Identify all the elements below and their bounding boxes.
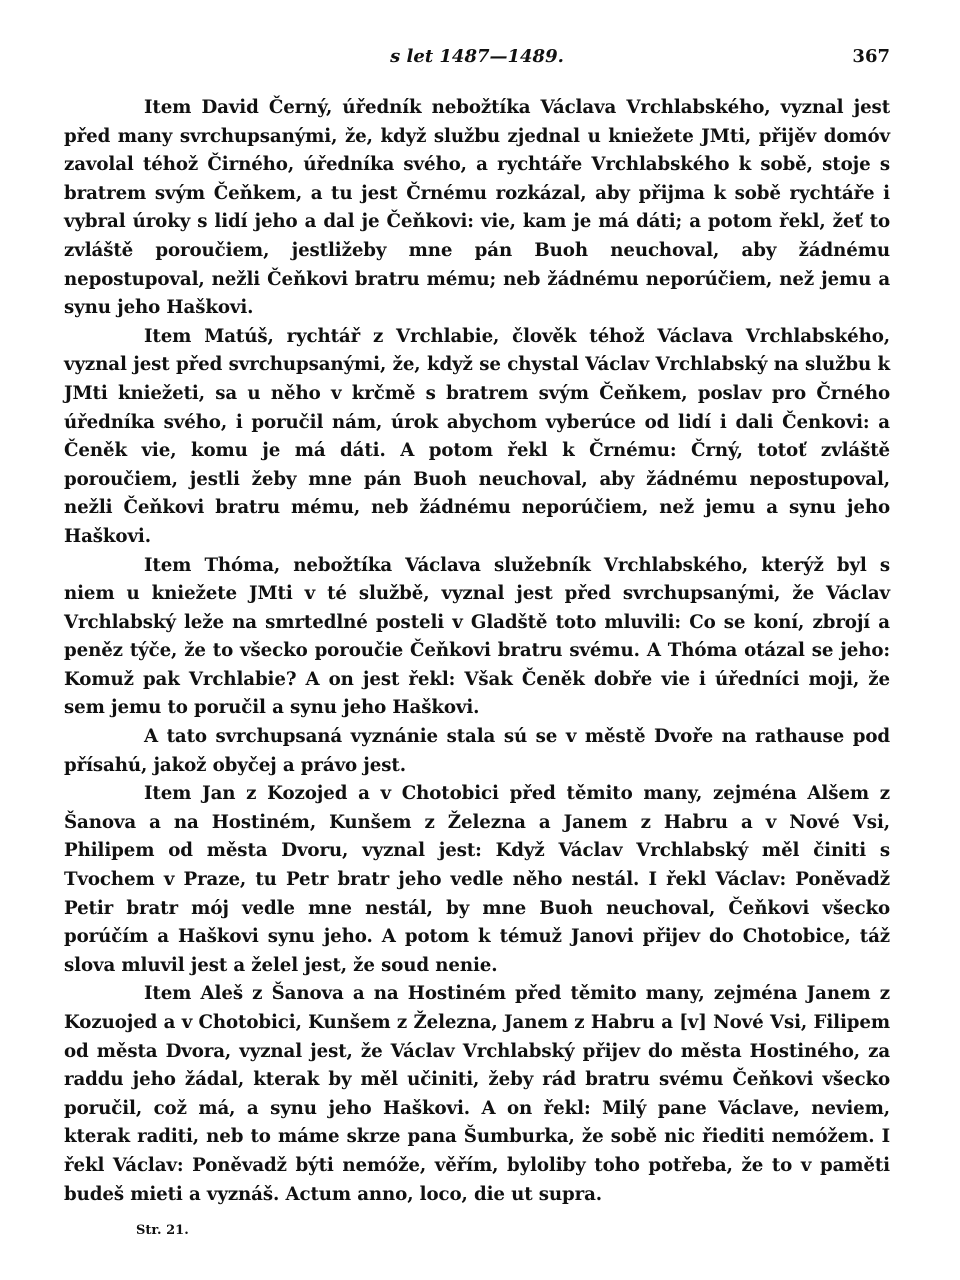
paragraph-thoma: Item Thóma, nebožtíka Václava služebník Vrchlabského, kterýž byl s niem u kniežete JMti v té službě, vyznal jest před svrchupsanými, že Václav Vrchlabský leže na smrtedlné posteli v Gladště toto mluvili: Co se koní, zbrojí a peněz týče, že to všecko poroučie Čeňkovi bratru svému. A Thóma otázal se jeho: Komuž pak Vrchlabie? A on jest řekl: Však Čeněk dobře vie i úředníci moji, že sem jemu to poručil a synu jeho Haškovi. xyxy=(64,554,890,719)
page-number: 367 xyxy=(852,46,890,67)
paragraph-david-cerny: Item David Černý, úředník nebožtíka Václava Vrchlabského, vyznal jest před many svrchupsanými, že, když službu zjednal u kniežete JMti, přijěv domóv zavolal téhož Čirného, úředníka svého, a rychtáře Vrchlabského k sobě, stoje s bratrem svým Čeňkem, a tu jest Črnému rozkázal, aby přijma k sobě rychtáře i vybral úroky s lidí jeho a dal je Čeňkovi: vie, kam je má dáti; a potom řekl, žeť to zvláště poroučiem, jestližeby mne pán Buoh neuchoval, aby žádnému nepostupoval, nežli Čeňkovi bratru mému; neb žádnému neporúčiem, než jemu a synu jeho Haškovi. xyxy=(64,97,890,319)
footnote: Str. 21. xyxy=(136,1223,189,1239)
paragraph-jan-z-kozojed: Item Jan z Kozojed a v Chotobici před těmito many, zejména Alšem z Šanova a na Hostiném, Kunšem z Železna a Janem z Habru a v Nové Vsi, Philipem od města Dvoru, vyznal jest: Když Václav Vrchlabský měl činiti s Tvochem v Praze, tu Petr bratr jeho vedle něho nestál. I řekl Václav: Poněvadž Petir bratr mój vedle mne nestál, by mne Buoh neuchoval, Čeňkovi všecko porúčím a Haškovi synu jeho. A potom k témuž Janovi přijev do Chotobice, táž slova mluvil jest a želel jest, že soud nenie. xyxy=(64,783,890,976)
running-title: s let 1487—1489. xyxy=(390,46,564,67)
paragraph-vyznani: A tato svrchupsaná vyznánie stala sú se v městě Dvoře na rathause pod přísahú, jakož obyčej a právo jest. xyxy=(64,726,890,776)
body-text xyxy=(64,94,890,1209)
document-page xyxy=(64,40,890,1238)
running-head xyxy=(64,40,890,76)
paragraph-matus: Item Matúš, rychtář z Vrchlabie, člověk téhož Václava Vrchlabského, vyznal jest před svrchupsanými, že, když se chystal Václav Vrchlabský na službu k JMti kniežeti, sa u něho v krčmě s bratrem svým Čeňkem, poslav pro Črného úředníka svého, i poručil nám, úrok abychom vyberúce od lidí i dali Čenkovi: a Čeněk vie, komu je má dáti. A potom řekl k Črnému: Črný, totoť zvláště poroučiem, jestli žeby mne pán Buoh neuchoval, aby žádnému nepostupoval, nežli Čeňkovi bratru mému, neb žádnému neporúčiem, než jemu a synu jeho Haškovi. xyxy=(64,325,890,547)
paragraph-ales-z-sanova: Item Aleš z Šanova a na Hostiném před těmito many, zejména Janem z Kozuojed a v Chotobici, Kunšem z Železna, Janem z Habru a [v] Nové Vsi, Filipem od města Dvora, vyznal jest, že Václav Vrchlabský přijev do města Hostiného, za raddu jeho žádal, kterak by měl učiniti, žeby rád bratru svému Čeňkovi všecko poručil, což má, a synu jeho Haškovi. A on řekl: Milý pane Václave, neviem, kterak raditi, neb to máme skrze pana Šumburka, že sobě nic řiediti nemóžem. I řekl Václav: Poněvadž býti nemóže, věřím, byloliby toho potřeba, že to v paměti budeš mieti a vyznáš. Actum anno, loco, die ut supra. xyxy=(64,983,890,1205)
